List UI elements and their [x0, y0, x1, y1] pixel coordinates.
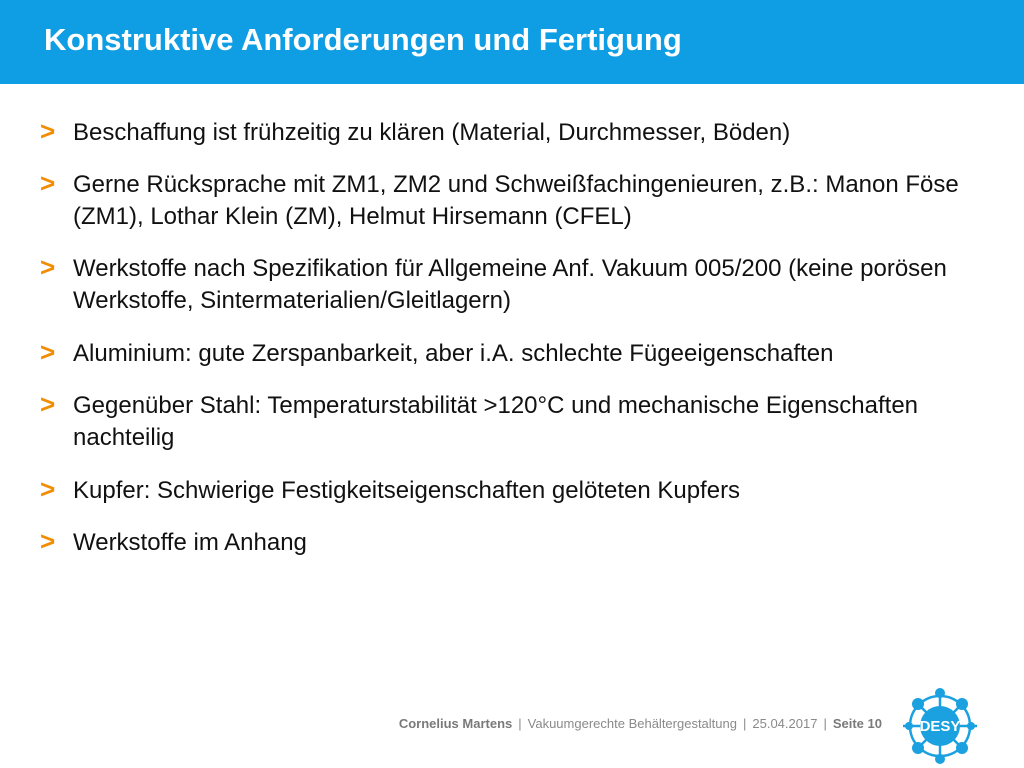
footer-page-number: Seite 10	[832, 716, 882, 731]
footer-separator: |	[823, 716, 827, 731]
footer-author: Cornelius Martens	[398, 716, 513, 731]
bullet-text: Gerne Rücksprache mit ZM1, ZM2 und Schweißfachingenieuren, z.B.: Manon Föse (ZM1), Lothar Klein (ZM), Helmut Hirsemann (CFEL)	[73, 171, 959, 230]
logo-text: DESY	[919, 718, 961, 735]
bullet-text: Beschaffung ist frühzeitig zu klären (Material, Durchmesser, Böden)	[73, 119, 791, 146]
footer-topic: Vakuumgerechte Behältergestaltung	[527, 716, 737, 731]
bullet-marker-icon: >	[40, 252, 56, 282]
bullet-marker-icon: >	[40, 526, 56, 556]
footer-date: 25.04.2017	[752, 716, 818, 731]
bullet-text: Kupfer: Schwierige Festigkeitseigenschaften gelöteten Kupfers	[73, 477, 741, 504]
footer-separator: |	[742, 716, 747, 731]
bullet-marker-icon: >	[40, 116, 56, 146]
footer-separator: |	[518, 716, 522, 731]
bullet-text: Werkstoffe im Anhang	[73, 529, 307, 556]
slide-title: Konstruktive Anforderungen und Fertigung	[44, 22, 682, 57]
bullet-marker-icon: >	[40, 337, 56, 367]
bullet-text: Werkstoffe nach Spezifikation für Allgemeine Anf. Vakuum 005/200 (keine porösen Werkstoffe, Sintermaterialien/Gleitlagern)	[73, 255, 947, 314]
desy-logo-icon	[900, 686, 980, 766]
bullet-text: Aluminium: gute Zerspanbarkeit, aber i.A. schlechte Fügeeigenschaften	[73, 340, 834, 367]
bullet-marker-icon: >	[40, 168, 56, 198]
slide-footer	[399, 716, 882, 731]
bullet-marker-icon: >	[40, 389, 56, 419]
bullet-text: Gegenüber Stahl: Temperaturstabilität >120°C und mechanische Eigenschaften nachteilig	[73, 392, 919, 451]
bullet-marker-icon: >	[40, 474, 56, 504]
